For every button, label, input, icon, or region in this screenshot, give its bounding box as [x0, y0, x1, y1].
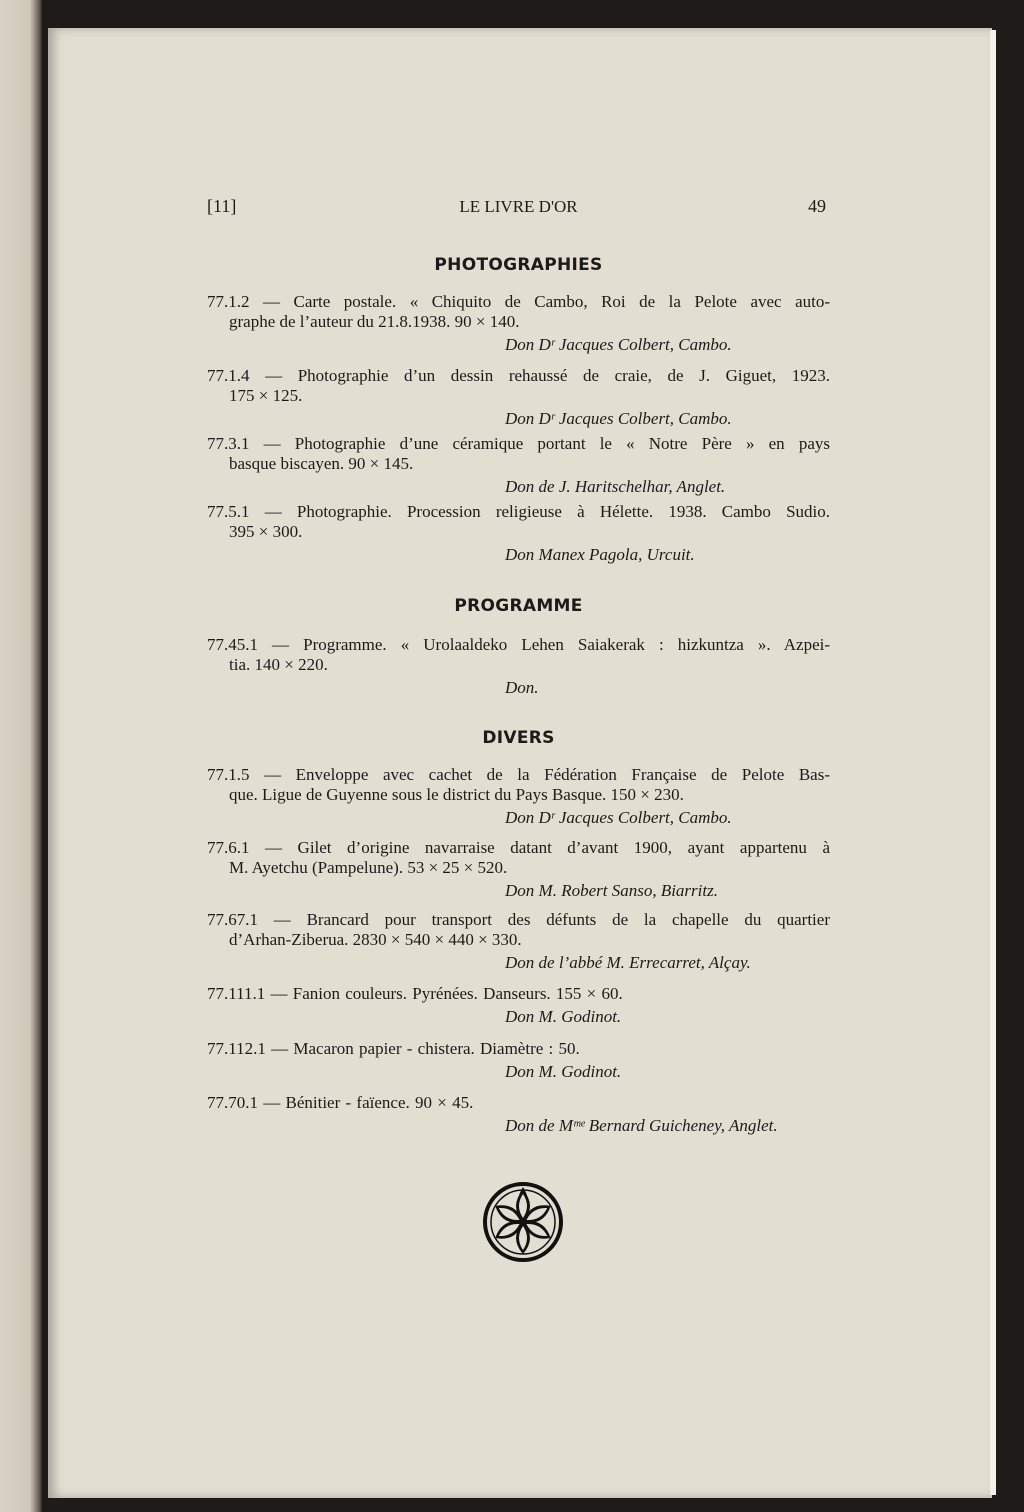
catalog-entry	[207, 1039, 830, 1082]
donor: Don M. Godinot.	[505, 1062, 622, 1081]
catalog-entry	[207, 366, 830, 429]
rosette-ornament-icon	[483, 1182, 563, 1262]
entry-text: 77.3.1 — Photographie d’une céramique portant le « Notre Père » en pays	[207, 434, 830, 453]
catalog-entry	[207, 292, 830, 355]
entry-text: tia. 140 × 220.	[229, 655, 328, 674]
running-title: LE LIVRE D'OR	[459, 197, 578, 216]
page	[48, 28, 992, 1498]
entry-text: 77.111.1 — Fanion couleurs. Pyrénées. Danseurs. 155 × 60.	[207, 984, 623, 1003]
donor: Don M. Robert Sanso, Biarritz.	[505, 881, 718, 900]
entry-text: d’Arhan-Ziberua. 2830 × 540 × 440 × 330.	[229, 930, 522, 949]
donor: Don Dʳ Jacques Colbert, Cambo.	[505, 409, 732, 428]
donor: Don M. Godinot.	[505, 1007, 622, 1026]
entry-text: basque biscayen. 90 × 145.	[229, 454, 414, 473]
catalog-entry	[207, 1093, 830, 1136]
donor: Don.	[505, 678, 539, 697]
donor: Don Dʳ Jacques Colbert, Cambo.	[505, 335, 732, 354]
section-title: PROGRAMME	[454, 596, 583, 616]
page-edge	[990, 30, 996, 1495]
donor: Don de J. Haritschelhar, Anglet.	[505, 477, 726, 496]
page-number: 49	[808, 196, 826, 216]
section-title: DIVERS	[482, 728, 555, 748]
catalog-entry	[207, 434, 830, 497]
catalog-entry	[207, 635, 830, 698]
entry-text: 77.70.1 — Bénitier - faïence. 90 × 45.	[207, 1093, 474, 1112]
entry-text: 77.1.5 — Enveloppe avec cachet de la Fédération Française de Pelote Bas-	[207, 765, 830, 784]
catalog-entry	[207, 838, 830, 901]
entry-text: 77.67.1 — Brancard pour transport des défunts de la chapelle du quartier	[207, 910, 830, 929]
entry-text: 77.112.1 — Macaron papier - chistera. Diamètre : 50.	[207, 1039, 580, 1058]
entry-text: M. Ayetchu (Pampelune). 53 × 25 × 520.	[229, 858, 508, 877]
entry-text: 77.1.4 — Photographie d’un dessin rehaussé de craie, de J. Giguet, 1923.	[207, 366, 830, 385]
donor: Don Dʳ Jacques Colbert, Cambo.	[505, 808, 732, 827]
donor: Don Manex Pagola, Urcuit.	[505, 545, 695, 564]
section-title: PHOTOGRAPHIES	[434, 255, 603, 275]
catalog-entry	[207, 502, 830, 565]
facing-page-edge	[0, 0, 42, 1512]
entry-text: graphe de l’auteur du 21.8.1938. 90 × 140.	[229, 312, 520, 331]
entry-text: 77.6.1 — Gilet d’origine navarraise datant d’avant 1900, ayant appartenu à	[207, 838, 830, 857]
entry-text: 77.45.1 — Programme. « Urolaaldeko Lehen Saiakerak : hizkuntza ». Azpei-	[207, 635, 830, 654]
catalog-entry	[207, 984, 830, 1027]
chapter-number: [11]	[207, 196, 237, 216]
catalog-entry	[207, 765, 830, 828]
entry-text: 175 × 125.	[229, 386, 303, 405]
entry-text: 395 × 300.	[229, 522, 303, 541]
entry-text: que. Ligue de Guyenne sous le district du Pays Basque. 150 × 230.	[229, 785, 684, 804]
entry-text: 77.5.1 — Photographie. Procession religieuse à Hélette. 1938. Cambo Sudio.	[207, 502, 830, 521]
entry-text: 77.1.2 — Carte postale. « Chiquito de Cambo, Roi de la Pelote avec auto-	[207, 292, 830, 311]
catalog-entry	[207, 910, 830, 973]
donor: Don de l’abbé M. Errecarret, Alçay.	[505, 953, 751, 972]
donor: Don de Mᵐᵉ Bernard Guicheney, Anglet.	[505, 1116, 778, 1135]
